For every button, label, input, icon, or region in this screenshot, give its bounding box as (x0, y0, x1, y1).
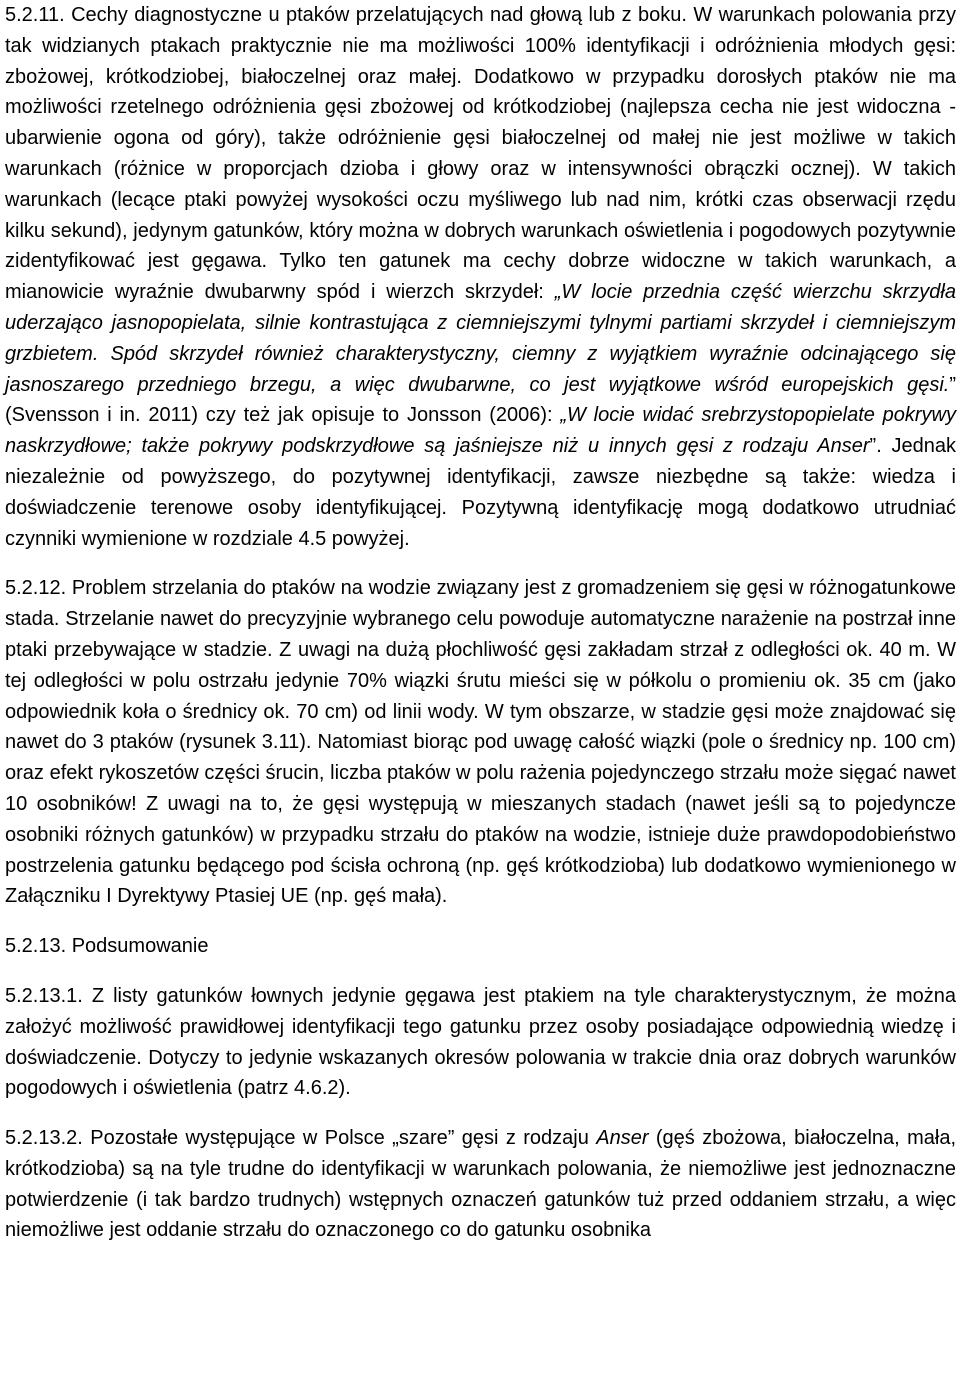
jonsson-quote: „W locie widać srebrzystopopielate pokrywy naskrzydłowe; także pokrywy podskrzydłowe są jaśniejsze niż u innych gęsi z rodzaju Anser (5, 404, 956, 458)
citation-svensson-jonsson: ” (Svensson i in. 2011) czy też jak opisuje to Jonsson (2006): (5, 373, 956, 427)
paragraph-5-2-11-text: 5.2.11. Cechy diagnostyczne u ptaków przelatujących nad głową lub z boku. W warunkach polowania przy tak widzianych ptakach praktycznie nie ma możliwości 100% identyfikacji i odróżnienia młodych gęsi: zbożowej, krótkodziobej, białoczelnej oraz małej. Dodatkowo w przypadku dorosłych ptaków nie ma możliwości rzetelnego odróżnienia gęsi zbożowej od krótkodziobej (najlepsza cecha nie jest widoczna - ubarwienie ogona od góry), także odróżnienie gęsi białoczelnej od małej nie jest możliwe w takich warunkach (różnice w proporcjach dzioba i głowy oraz w intensywności obrączki ocznej). W takich warunkach (lecące ptaki powyżej wysokości oczu myśliwego lub nad nim, krótki czas obserwacji rzędu kilku sekund), jedynym gatunków, który można w dobrych warunkach oświetlenia i pogodowych pozytywnie zidentyfikować jest gęgawa. Tylko ten gatunek ma cechy dobrze widoczne w takich warunkach, a mianowicie wyraźnie dwubarwny spód i wierzch skrzydeł: (5, 4, 956, 304)
paragraph-5-2-11 (5, 0, 956, 554)
genus-name-anser: Anser (596, 1127, 649, 1150)
paragraph-5-2-11-conclusion: ”. Jednak niezależnie od powyższego, do pozytywnej identyfikacji, zawsze niezbędne są także: wiedza i doświadczenie terenowe osoby identyfikującej. Pozytywną identyfikację mogą dodatkowo utrudniać czynniki wymienione w rozdziale 4.5 powyżej. (5, 435, 957, 550)
paragraph-5-2-13-2-text: (gęś zbożowa, białoczelna, mała, krótkodzioba) są na tyle trudne do identyfikacji w warunkach polowania, że niemożliwe jest jednoznaczne potwierdzenie (i tak bardzo trudnych) wstępnych oznaczeń gatunków tuż przed oddaniem strzału, a więc niemożliwe jest oddanie strzału do oznaczonego co do gatunku osobnika (5, 1127, 956, 1242)
svensson-quote: „W locie przednia część wierzchu skrzydła uderzająco jasnopopielata, silnie kontrastująca z ciemniejszymi tylnymi partiami skrzydeł i ciemniejszym grzbietem. Spód skrzydeł również charakterystyczny, ciemny z wyjątkiem wyraźnie odcinającego się jasnoszarego przedniego brzegu, a więc dwubarwne, co jest wyjątkowe wśród europejskich gęsi. (5, 281, 956, 396)
paragraph-5-2-13-2 (5, 1123, 956, 1246)
section-heading-5-2-13: 5.2.13. Podsumowanie (5, 935, 209, 958)
paragraph-5-2-13-1: 5.2.13.1. Z listy gatunków łownych jedynie gęgawa jest ptakiem na tyle charakterystycznym, że można założyć możliwość prawidłowej identyfikacji tego gatunku przez osoby posiadające odpowiednią wiedzę i doświadczenie. Dotyczy to jedynie wskazanych okresów polowania w trakcie dnia oraz dobrych warunków pogodowych i oświetlenia (patrz 4.6.2). (5, 984, 956, 1100)
paragraph-5-2-13-2-intro: 5.2.13.2. Pozostałe występujące w Polsce „szare” gęsi z rodzaju (5, 1127, 597, 1150)
paragraph-5-2-12: 5.2.12. Problem strzelania do ptaków na wodzie związany jest z gromadzeniem się gęsi w różnogatunkowe stada. Strzelanie nawet do precyzyjnie wybranego celu powoduje automatyczne narażenie na postrzał inne ptaki przebywające w stadzie. Z uwagi na dużą płochliwość gęsi zakładam strzał z odległości ok. 40 m. W tej odległości w polu ostrzału jedynie 70% wiązki śrutu mieści się w półkolu o promieniu ok. 35 cm (jako odpowiednik koła o średnicy ok. 70 cm) od linii wody. W tym obszarze, w stadzie gęsi może znajdować się nawet do 3 ptaków (rysunek 3.11). Natomiast biorąc pod uwagę całość wiązki (pole o średnicy np. 100 cm) oraz efekt rykoszetów części śrucin, liczba ptaków w polu rażenia pojedynczego strzału może sięgać nawet 10 osobników! Z uwagi na to, że gęsi występują w mieszanych stadach (nawet jeśli są to pojedyncze osobniki różnych gatunków) w przypadku strzału do ptaków na wodzie, istnieje duże prawdopodobieństwo postrzelenia gatunku będącego pod ścisła ochroną (np. gęś krótkodzioba) lub dodatkowo wymienionego w Załączniku I Dyrektywy Ptasiej UE (np. gęś mała). (5, 577, 956, 908)
